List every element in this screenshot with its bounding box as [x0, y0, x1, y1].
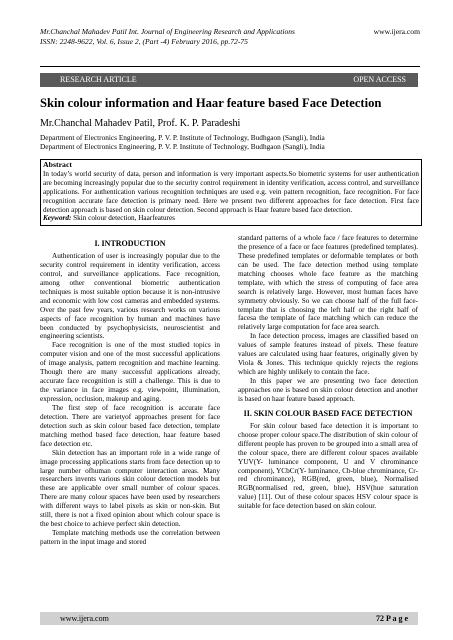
header-rule: [40, 66, 420, 67]
paper-authors: Mr.Chanchal Mahadev Patil, Prof. K. P. Paradeshi: [40, 118, 241, 129]
paper-title: Skin colour information and Haar feature based Face Detection: [40, 96, 382, 110]
page-number: [376, 612, 408, 625]
paragraph: The first step of face recognition is accurate face detection. There are varietyof approaches present for face detection such as skin colour based face detection, template matching method based face detection, haar feature based face detection etc.: [40, 403, 220, 448]
left-column: [40, 239, 220, 547]
paragraph: Face recognition is one of the most studied topics in computer vision and one of the most successful applications of image analysis, pattern recognition and machine learning. Though there are many successful applications already, accurate face recognition is still a challenge. This is due to the variance in face images e.g. viewpoint, illumination, expression, occlusion, makeup and aging.: [40, 341, 220, 403]
journal-website[interactable]: www.ijera.com: [373, 27, 420, 36]
section-heading: II. SKIN COLOUR BASED FACE DETECTION: [243, 408, 413, 418]
right-column: [238, 234, 418, 511]
abstract-text: In today’s world security of data, person and information is very important aspects.So biometric systems for user authentication are becoming increasingly popular due to the security control requirement in identity verification, access control, and surveillance applications. For authentication various recognition techniques are used e.g. vein pattern recognition, face recognition. For face recognition accurate face detection is primary need. Here we present two different approaches for face detection. First face detection approach is based on skin colour detection. Second approach is Haar feature based face detection.: [43, 169, 419, 214]
section-heading: I. INTRODUCTION: [94, 239, 166, 248]
article-banner: [40, 73, 418, 87]
page-label: P a g e: [386, 614, 408, 623]
journal-header: [40, 27, 420, 47]
journal-issn: ISSN: 2248-9622, Vol. 6, Issue 2, (Part -4) February 2016, pp.72-75: [40, 37, 248, 46]
keywords-line: [43, 214, 419, 223]
footer-website[interactable]: www.ijera.com: [60, 614, 109, 623]
paragraph: In face detection process, images are classified based on values of sample features instead of pixels. These feature values are calculated using haar features, originally given by Viola & Jones. This technique quickly rejects the regions which are highly unlikely to contain the face.: [238, 332, 418, 377]
paragraph: Skin detection has an important role in a wide range of image processing applications starts from face detection up to large number ofhuman computer interaction areas. Many researchers invents various skin colour detection models but these are applicable over small number of colour spaces. There are many colour spaces have been used by researchers with different ways to label pixels as skin or non-skin. But still, there is not a fixed opinion about which colour space is the best choice to achieve perfect skin detection.: [40, 448, 220, 529]
abstract-heading: Abstract: [43, 160, 73, 169]
paragraph: Authentication of user is increasingly popular due to the security control requirement in identity verification, access control, and surveillance applications. Face recognition, among other conventional biometric authentication techniques is most suitable option because it is non-intrusive and economic with low cost cameras and embedded systems. Over the past few years, various research works on various aspects of face recognition by human and machines have been conducted by psychophysicists, neuroscientist and engineering scientists.: [40, 252, 220, 341]
affiliation: Department of Electronics Engineering, P. V. P. Institute of Technology, Budhgaon (Sangli), India: [40, 142, 325, 151]
page-footer: [40, 612, 418, 625]
keywords-text: Skin colour detection, Haarfeatures: [71, 214, 175, 223]
paragraph: Template matching methods use the correlation between pattern in the input image and stored: [40, 529, 220, 546]
affiliation: Department of Electronics Engineering, P. V. P. Institute of Technology, Budhgaon (Sangli), India: [40, 133, 325, 142]
abstract-box: [40, 159, 422, 226]
article-type: RESEARCH ARTICLE: [60, 75, 137, 84]
keywords-label: Keyword:: [43, 214, 72, 223]
paragraph: For skin colour based face detection it is important to choose proper colour space.The distribution of skin colour of different people has proven to be grouped into a small area of the colour space, there are different colour spaces available YUV(Y- luminance component, U and V chrominance component), YCbCr(Y- luminance, Cb-blue chrominance, Cr-red chrominance), RGB(red, green, blue), Normalised RGB(normalised red, green, blue), HSV(hue saturation value) [11]. Out of these colour spaces HSV colour space is suitable for face detection based on skin colour.: [238, 421, 418, 511]
open-access-label: OPEN ACCESS: [353, 75, 406, 84]
paragraph: standard patterns of a whole face / face features to determine the presence of a face or face features (predefined templates). These predefined templates or deformable templates or both can be used. The face detection method using template matching chooses whole face feature as the matching template, with which the stress of computing of face area search is relatively large. However, most human faces have symmetry obviously. So we can choose half of the full face-template that is choosing the left half or the right half of facesa the template of face matching which can reduce the relatively large computation for face area search.: [238, 234, 418, 332]
journal-citation: Mr.Chanchal Mahadev Patil Int. Journal of Engineering Research and Applications: [40, 27, 295, 36]
paragraph: In this paper we are presenting two face detection approaches one is based on skin colour detection and another is based on haar feature based approach.: [238, 377, 418, 403]
page-number-value: 72: [376, 614, 384, 623]
